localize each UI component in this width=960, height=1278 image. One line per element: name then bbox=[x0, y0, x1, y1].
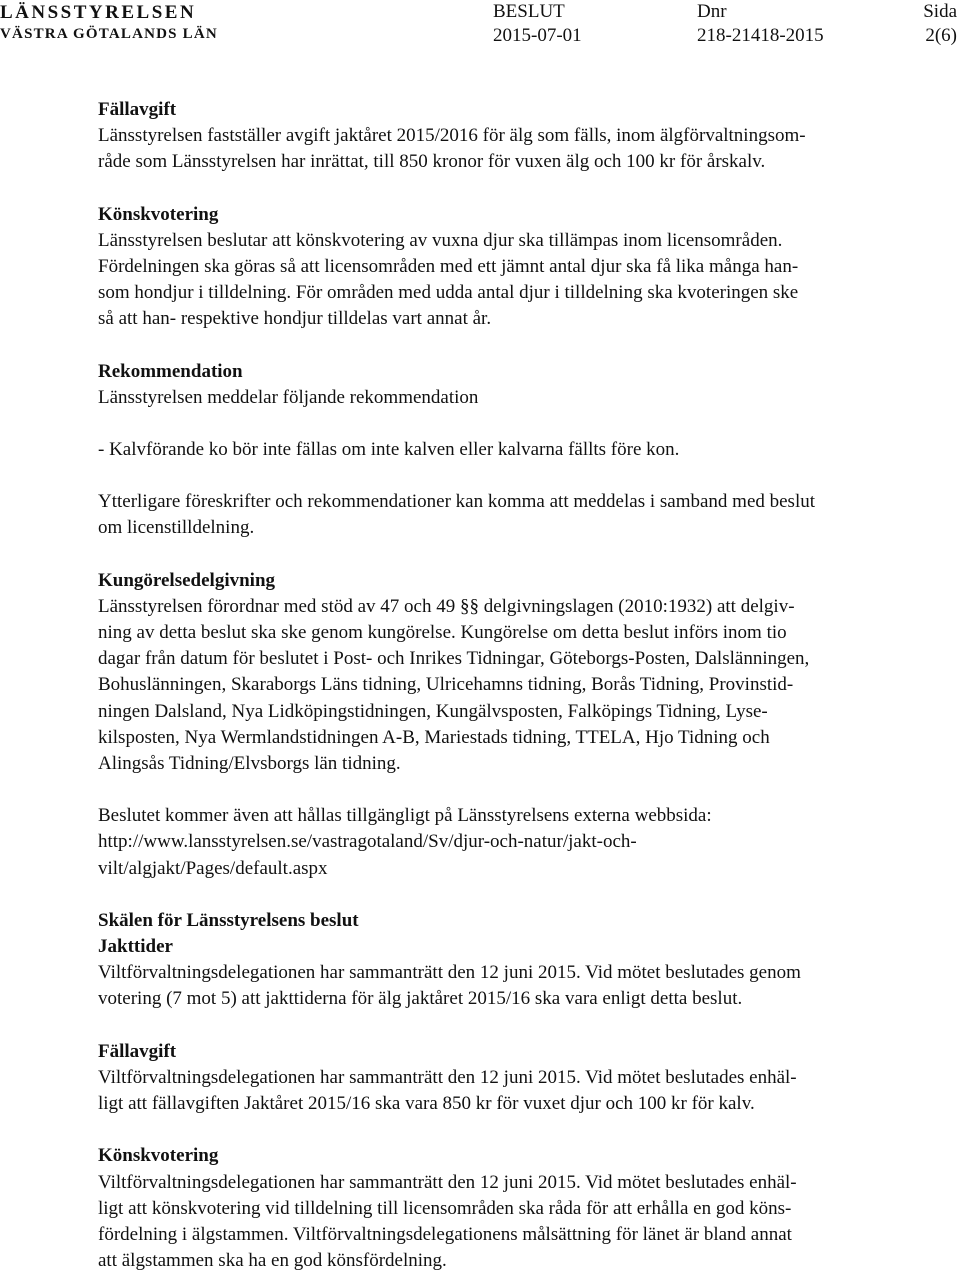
organization-logo bbox=[0, 2, 218, 45]
paragraph-webbsida bbox=[98, 803, 960, 882]
paragraph-skal-fallavgift bbox=[98, 1065, 960, 1117]
doc-type-column bbox=[493, 0, 582, 48]
text-line: votering (7 mot 5) att jakttiderna för älg jaktåret 2015/16 ska vara enligt detta beslut. bbox=[98, 988, 743, 1010]
section-heading-skal: Skälen för Länsstyrelsens beslut bbox=[98, 909, 359, 931]
text-line: Länsstyrelsen fastställer avgift jaktåret 2015/2016 för älg som fälls, inom älgförvaltningsom- bbox=[98, 125, 806, 147]
text-line: Viltförvaltningsdelegationen har sammanträtt den 12 juni 2015. Vid mötet beslutades enhäl- bbox=[98, 1066, 797, 1088]
text-line: ningen Dalsland, Nya Lidköpingstidningen, Kungälvsposten, Falköpings Tidning, Lyse- bbox=[98, 700, 768, 722]
subheading-fallavgift: Fällavgift bbox=[98, 1040, 177, 1062]
web-link-continued[interactable]: vilt/algjakt/Pages/default.aspx bbox=[98, 857, 328, 879]
text-line: fördelning i älgstammen. Viltförvaltningsdelegationens målsättning för länet är bland annat bbox=[98, 1223, 792, 1245]
paragraph-skal-konskvotering bbox=[98, 1170, 960, 1275]
text-line: råde som Länsstyrelsen har inrättat, till 850 kronor för vuxen älg och 100 kr för årskalv. bbox=[98, 151, 766, 173]
org-region: VÄSTRA GÖTALANDS LÄN bbox=[0, 26, 218, 42]
text-line: så att han- respektive hondjur tilldelas vart annat år. bbox=[98, 308, 492, 330]
section-heading-rekommendation: Rekommendation bbox=[98, 360, 243, 382]
rekommendation-intro: Länsstyrelsen meddelar följande rekommendation bbox=[98, 386, 479, 408]
paragraph-konskvotering bbox=[98, 228, 960, 333]
paragraph-ytterligare bbox=[98, 489, 960, 541]
text-line: Alingsås Tidning/Elvsborgs län tidning. bbox=[98, 753, 401, 775]
org-name: LÄNSSTYRELSEN bbox=[0, 2, 197, 23]
paragraph-jakttider bbox=[98, 960, 960, 1012]
text-line: Bohuslänningen, Skaraborgs Läns tidning, Ulricehamns tidning, Borås Tidning, Provinstid- bbox=[98, 674, 794, 696]
document-body bbox=[98, 97, 960, 1274]
subheading-jakttider: Jakttider bbox=[98, 936, 173, 958]
doc-type-label: BESLUT bbox=[493, 1, 565, 22]
section-heading-fallavgift: Fällavgift bbox=[98, 99, 177, 120]
dnr-column bbox=[697, 0, 824, 48]
subheading-konskvotering: Könskvotering bbox=[98, 1145, 219, 1167]
web-link[interactable]: http://www.lansstyrelsen.se/vastragotaland/Sv/djur-och-natur/jakt-och- bbox=[98, 831, 637, 853]
paragraph-kungorelse bbox=[98, 594, 960, 777]
page-column bbox=[897, 0, 957, 48]
text-line: ligt att fällavgiften Jaktåret 2015/16 ska vara 850 kr för vuxet djur och 100 kr för kalv. bbox=[98, 1093, 755, 1115]
text-line: att älgstammen ska ha en god könsfördelning. bbox=[98, 1250, 447, 1272]
dnr-value: 218-21418-2015 bbox=[697, 25, 824, 46]
rekommendation-item: - Kalvförande ko bör inte fällas om inte kalven eller kalvarna fällts före kon. bbox=[98, 439, 680, 461]
text-line: som hondjur i tilldelning. För områden med udda antal djur i tilldelning ska kvoteringen ske bbox=[98, 282, 799, 304]
paragraph-fallavgift bbox=[98, 123, 960, 175]
text-line: om licenstilldelning. bbox=[98, 517, 255, 539]
text-line: Länsstyrelsen beslutar att könskvotering av vuxna djur ska tillämpas inom licensområden. bbox=[98, 229, 783, 251]
text-line: Fördelningen ska göras så att licensområden med ett jämnt antal djur ska få lika många han- bbox=[98, 256, 799, 278]
document-header bbox=[0, 0, 960, 50]
text-line: Viltförvaltningsdelegationen har sammanträtt den 12 juni 2015. Vid mötet beslutades enhäl- bbox=[98, 1171, 797, 1193]
text-line: kilsposten, Nya Wermlandstidningen A-B, Mariestads tidning, TTELA, Hjo Tidning och bbox=[98, 726, 770, 748]
text-line: Länsstyrelsen förordnar med stöd av 47 och 49 §§ delgivningslagen (2010:1932) att delgiv- bbox=[98, 595, 795, 617]
section-heading-kungorelse: Kungörelsedelgivning bbox=[98, 569, 276, 591]
page-label: Sida bbox=[923, 1, 957, 22]
text-line: ligt att könskvotering vid tilldelning till licensområden ska råda för att erhålla en god köns- bbox=[98, 1197, 792, 1219]
doc-date: 2015-07-01 bbox=[493, 25, 582, 46]
text-line: dagar från datum för beslutet i Post- och Inrikes Tidningar, Göteborgs-Posten, Dalslänningen, bbox=[98, 648, 810, 670]
text-line: Beslutet kommer även att hållas tillgängligt på Länsstyrelsens externa webbsida: bbox=[98, 805, 712, 827]
dnr-label: Dnr bbox=[697, 1, 727, 22]
page-number: 2(6) bbox=[925, 25, 957, 46]
text-line: Ytterligare föreskrifter och rekommendationer kan komma att meddelas i samband med beslut bbox=[98, 491, 816, 513]
text-line: Viltförvaltningsdelegationen har sammanträtt den 12 juni 2015. Vid mötet beslutades genom bbox=[98, 962, 801, 984]
section-heading-konskvotering: Könskvotering bbox=[98, 203, 219, 225]
text-line: ning av detta beslut ska ske genom kungörelse. Kungörelse om detta beslut införs inom tio bbox=[98, 622, 787, 644]
